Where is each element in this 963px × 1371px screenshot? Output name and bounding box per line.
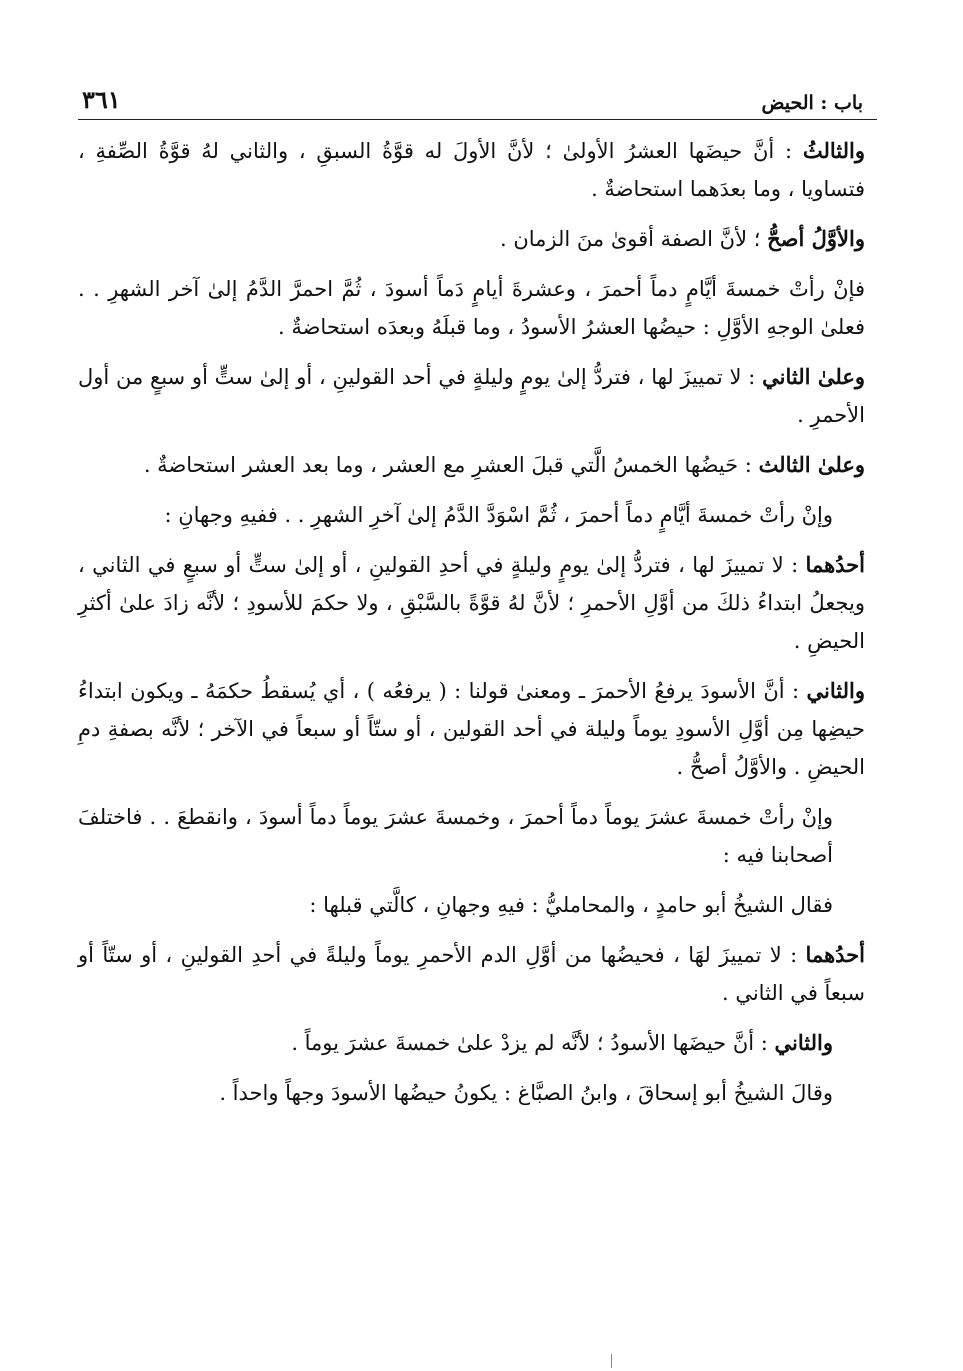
paragraph-lead: والثاني — [806, 678, 865, 703]
paragraph-lead: والأوَّلُ أصحُّ — [767, 226, 865, 251]
page-header — [82, 78, 863, 114]
paragraph — [78, 672, 865, 786]
paragraph-text: ؛ لأنَّ الصفة أقوىٰ منَ الزمان . — [500, 227, 768, 251]
paragraph-text: : أنَّ الأسودَ يرفعُ الأحمرَ ـ ومعنىٰ قولنا : ( يرفعُه ) ، أي يُسقطُ حكمَهُ ـ ويكون ابتداءُ حيضِها مِن أوَّلِ الأسودِ يوماً وليلة في أحد القولين ، أو ستّاً أو سبعاً في الآخر ؛ لأنَّه بصفةِ دمِ الحيضِ . والأوَّلُ أصحُّ . — [78, 679, 865, 779]
paragraph-text: : حَيضُها الخمسُ الَّتي قبلَ العشرِ مع العشر ، وما بعد العشر استحاضةٌ . — [143, 453, 759, 477]
page-body — [78, 132, 865, 1124]
paragraph — [78, 220, 865, 258]
paragraph-text: وإنْ رأتْ خمسةَ أيَّامٍ دماً أحمرَ ، ثُمَّ اسْوَدَّ الدَّمُ إلىٰ آخرِ الشهرِ . . ففيهِ وجهانِ : — [164, 503, 833, 527]
paragraph-lead: والثاني — [774, 1030, 833, 1055]
paragraph — [78, 132, 865, 208]
paragraph — [78, 446, 865, 484]
page-number: ٣٦١ — [82, 85, 121, 114]
paragraph-lead: أحدُهما — [805, 552, 865, 577]
paragraph — [78, 1074, 865, 1112]
paragraph-lead: وعلىٰ الثاني — [762, 364, 865, 389]
paragraph-text: فقال الشيخُ أبو حامدٍ ، والمحامليُّ : فيهِ وجهانِ ، كالَّتي قبلها : — [309, 893, 833, 917]
paragraph-lead: وعلىٰ الثالث — [758, 452, 865, 477]
paragraph — [78, 270, 865, 346]
paragraph — [78, 358, 865, 434]
paragraph — [78, 1024, 865, 1062]
paragraph-text: وإنْ رأتْ خمسةَ عشرَ يوماً دماً أحمرَ ، وخمسةَ عشرَ يوماً دماً أسودَ ، وانقطعَ . . فاختلفَ أصحابنا فيه : — [78, 805, 833, 867]
paragraph-text: فإنْ رأتْ خمسةَ أيَّامٍ دماً أحمرَ ، وعشرةَ أيامٍ دَماً أسودَ ، ثُمَّ احمرَّ الدَّمُ إلىٰ آخر الشهرِ . . فعلىٰ الوجهِ الأوَّلِ : حيضُها العشرُ الأسودُ ، وما قبلَهُ وبعدَه استحاضةٌ . — [78, 277, 865, 339]
header-divider — [78, 119, 877, 120]
paragraph-text: : لا تمييزَ لها ، فتردُّ إلىٰ يومٍ وليلةٍ في أحد القولينِ ، أو إلىٰ ستٍّ أو سبعٍ من أول الأحمرِ . — [78, 365, 865, 427]
paragraph-text: : لا تمييزَ لهَا ، فحيضُها من أوَّلِ الدم الأحمرِ يوماً وليلةً في أحدِ القولينِ ، أو ستّاً أو سبعاً في الثاني . — [78, 943, 865, 1005]
paragraph-text: : أنَّ حيضَها العشرُ الأولىٰ ؛ لأنَّ الأولَ له قوَّةُ السبقِ ، والثاني لهُ قوَّةُ الصِّفةِ ، فتساويا ، وما بعدَهما استحاضةٌ . — [78, 139, 865, 201]
paragraph-lead: أحدُهما — [805, 942, 865, 967]
paragraph-lead: والثالثُ — [802, 138, 865, 163]
paragraph-text: وقالَ الشيخُ أبو إسحاقَ ، وابنُ الصبَّاغ : يكونُ حيضُها الأسودَ وجهاً واحداً . — [219, 1081, 833, 1105]
paragraph — [78, 546, 865, 660]
paragraph-text: : لا تمييزَ لها ، فتردُّ إلىٰ يومٍ وليلةٍ في أحدِ القولينِ ، أو إلىٰ ستٍّ أو سبعٍ في الثاني ، ويجعلُ ابتداءُ ذلكَ من أوَّلِ الأحمرِ ؛ لأنَّ لهُ قوَّةً بالسَّبْقِ ، ولا حكمَ للأسودِ ؛ لأنَّه زادَ علىٰ أكثرِ الحيضِ . — [78, 553, 865, 653]
paragraph-text: : أنَّ حيضَها الأسودُ ؛ لأنَّه لم يزدْ علىٰ خمسةَ عشرَ يوماً . — [291, 1031, 775, 1055]
paragraph — [78, 886, 865, 924]
paragraph — [78, 798, 865, 874]
paragraph — [78, 496, 865, 534]
chapter-title: باب : الحيض — [761, 92, 863, 114]
paragraph — [78, 936, 865, 1012]
binding-mark — [611, 1354, 612, 1368]
